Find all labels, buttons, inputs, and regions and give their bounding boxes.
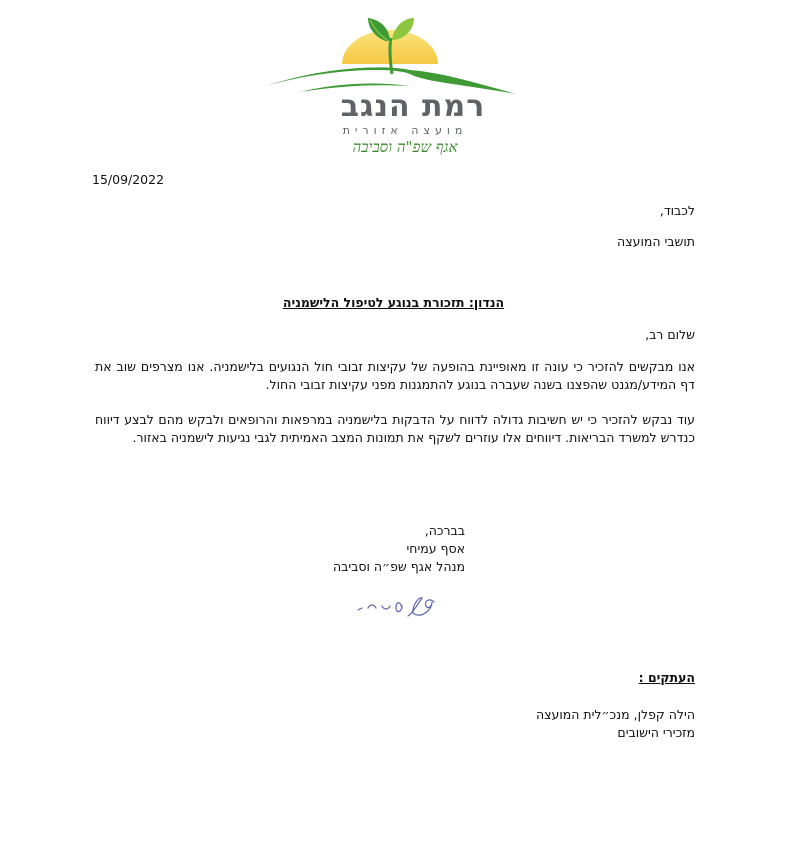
- salutation: לכבוד,: [659, 203, 695, 218]
- body-paragraph: אנו מבקשים להזכיר כי עונה זו מאופיינת בהופעה של עקיצות זבובי חול הנגועים בלישמניה. אנו מצרפים שוב את דף המידע/מגנט שהפצנו בשנה שעברה בנוגע להתמגנות מפני עקיצות זבובי החול.: [95, 359, 695, 392]
- signer-name: אסף עמיחי: [406, 541, 465, 556]
- closing: בברכה,: [424, 523, 465, 538]
- org-subtitle: מועצה אזורית: [342, 124, 468, 137]
- handwritten-signature: [352, 588, 442, 624]
- body-paragraph: עוד נבקש להזכיר כי יש חשיבות גדולה לדווח על הדבקות בלישמניה במרפאות והרופאים ולבקש מהם לבצע דיווח כנדרש למשרד הבריאות. דיווחים אלו עוזרים לשקף את תמונות המצב האמיתית לגבי נגיעות לישמניה באזור.: [95, 412, 695, 445]
- cc-item: מזכירי הישובים: [617, 725, 695, 740]
- council-logo: [260, 12, 520, 162]
- cc-item: הילה קפלן, מנכ״לית המועצה: [535, 707, 695, 722]
- greeting: שלום רב,: [645, 327, 695, 342]
- letter-subject: הנדון: תזכורת בנוגע לטיפול הלישמניה: [282, 295, 505, 310]
- signer-title: מנהל אגף שפ״ה וסביבה: [332, 559, 465, 574]
- signoff-block: [300, 522, 465, 576]
- cc-list: [536, 706, 695, 742]
- cc-title: העתקים :: [638, 670, 695, 685]
- recipient: תושבי המועצה: [617, 234, 695, 249]
- department-name: אגף שפ"ה וסביבה: [352, 138, 458, 156]
- org-name: רמת הנגב: [340, 89, 486, 124]
- letter-date: 15/09/2022: [92, 172, 165, 187]
